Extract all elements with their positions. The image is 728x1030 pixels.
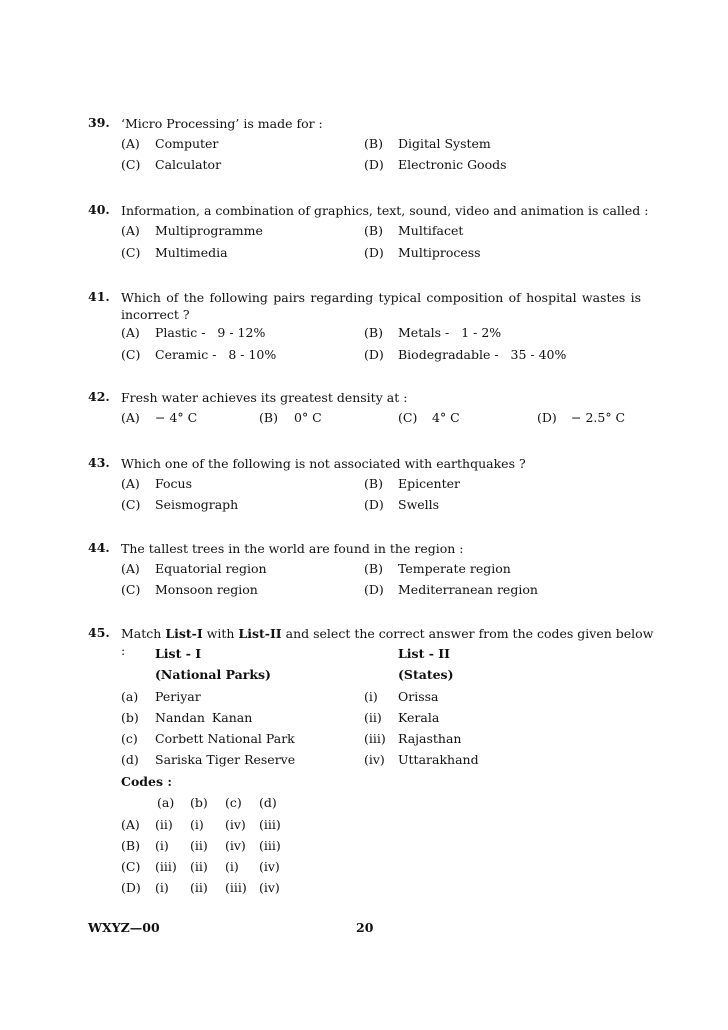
list1-item: Periyar: [155, 689, 201, 704]
option-b: Temperate region: [398, 561, 511, 576]
code-cell: (i): [190, 817, 204, 832]
code-cell: (iii): [225, 880, 247, 895]
list1-item-label: (d): [121, 752, 139, 767]
list1-item: Sariska Tiger Reserve: [155, 752, 296, 767]
option-c: Seismograph: [155, 497, 239, 512]
option-c: Ceramic - 8 - 10%: [155, 347, 277, 362]
question-text-post: and select the correct answer from the codes given below :: [121, 626, 654, 658]
option-c-label: (C): [121, 497, 141, 512]
list1-subheading: (National Parks): [155, 667, 271, 682]
option-c: 4° C: [432, 410, 460, 425]
option-a-label: (A): [121, 325, 140, 340]
list1-item: Corbett National Park: [155, 731, 295, 746]
list1-heading: List - I: [155, 646, 202, 661]
option-b-label: (B): [364, 325, 383, 340]
code-cell: (iii): [259, 817, 281, 832]
option-d-label: (D): [364, 157, 384, 172]
option-d-label: (D): [364, 497, 384, 512]
option-c-label: (C): [121, 347, 141, 362]
option-d: Electronic Goods: [398, 157, 507, 172]
list1-item-label: (c): [121, 731, 138, 746]
list2-item-label: (iv): [364, 752, 385, 767]
question-text: Information, a combination of graphics, text, sound, video and animation is called :: [121, 203, 649, 218]
list1-item-label: (a): [121, 689, 139, 704]
option-c: Multimedia: [155, 245, 228, 260]
option-d-label: (D): [364, 347, 384, 362]
question-text: Fresh water achieves its greatest density at :: [121, 390, 408, 405]
list2-ref: List-II: [238, 626, 282, 641]
option-a: Computer: [155, 136, 219, 151]
option-d: Mediterranean region: [398, 582, 538, 597]
code-row-label: (A): [121, 817, 140, 832]
option-b-label: (B): [364, 223, 383, 238]
option-b-label: (B): [364, 136, 383, 151]
codes-header-b: (b): [190, 795, 208, 810]
list2-item: Orissa: [398, 689, 439, 704]
code-row-label: (C): [121, 859, 141, 874]
codes-header-d: (d): [259, 795, 277, 810]
option-a-label: (A): [121, 136, 140, 151]
code-cell: (ii): [155, 817, 173, 832]
question-number: 44.: [88, 540, 110, 555]
list2-item-label: (i): [364, 689, 378, 704]
question-text-pre: Match: [121, 626, 166, 641]
code-cell: (iv): [225, 817, 246, 832]
code-cell: (ii): [190, 838, 208, 853]
code-row-label: (B): [121, 838, 140, 853]
option-b: Metals - 1 - 2%: [398, 325, 502, 340]
code-cell: (i): [155, 838, 169, 853]
option-a-label: (A): [121, 223, 140, 238]
list2-item-label: (ii): [364, 710, 382, 725]
question-number: 45.: [88, 625, 110, 640]
option-d-label: (D): [537, 410, 557, 425]
code-cell: (i): [155, 880, 169, 895]
option-a-label: (A): [121, 410, 140, 425]
code-cell: (ii): [190, 880, 208, 895]
question-number: 39.: [88, 115, 110, 130]
code-cell: (iii): [259, 838, 281, 853]
option-d: Multiprocess: [398, 245, 481, 260]
option-d: Biodegradable - 35 - 40%: [398, 347, 567, 362]
code-cell: (iv): [259, 880, 280, 895]
code-cell: (ii): [190, 859, 208, 874]
option-b-label: (B): [259, 410, 278, 425]
option-b: Epicenter: [398, 476, 460, 491]
code-cell: (iii): [155, 859, 177, 874]
option-d-label: (D): [364, 582, 384, 597]
question-text: The tallest trees in the world are found in the region :: [121, 541, 464, 556]
question-text: Which of the following pairs regarding typical composition of hospital wastes is incorrect ?: [121, 290, 641, 322]
option-c: Calculator: [155, 157, 222, 172]
list1-item-label: (b): [121, 710, 139, 725]
list2-item-label: (iii): [364, 731, 386, 746]
option-a-label: (A): [121, 476, 140, 491]
code-cell: (iv): [225, 838, 246, 853]
code-cell: (i): [225, 859, 239, 874]
option-c-label: (C): [121, 582, 141, 597]
list2-item: Rajasthan: [398, 731, 462, 746]
list1-ref: List-I: [165, 626, 203, 641]
codes-label: Codes :: [121, 774, 172, 789]
footer-code: WXYZ—00: [88, 920, 160, 935]
option-b-label: (B): [364, 476, 383, 491]
option-a: Plastic - 9 - 12%: [155, 325, 266, 340]
option-c: Monsoon region: [155, 582, 258, 597]
option-d: − 2.5° C: [571, 410, 626, 425]
option-c-label: (C): [121, 245, 141, 260]
question-text-mid: with: [202, 626, 239, 641]
option-a: Focus: [155, 476, 192, 491]
list1-item: Nandan Kanan: [155, 710, 253, 725]
codes-header-c: (c): [225, 795, 242, 810]
question-text: Which one of the following is not associated with earthquakes ?: [121, 456, 526, 471]
option-a: − 4° C: [155, 410, 198, 425]
option-a: Equatorial region: [155, 561, 267, 576]
question-number: 42.: [88, 389, 110, 404]
question-number: 41.: [88, 289, 110, 304]
list2-heading: List - II: [398, 646, 450, 661]
option-b: Multifacet: [398, 223, 464, 238]
page-number: 20: [356, 920, 374, 935]
option-d: Swells: [398, 497, 440, 512]
list2-item: Uttarakhand: [398, 752, 479, 767]
list2-item: Kerala: [398, 710, 440, 725]
option-b: 0° C: [294, 410, 322, 425]
list2-subheading: (States): [398, 667, 454, 682]
option-c-label: (C): [398, 410, 418, 425]
option-d-label: (D): [364, 245, 384, 260]
option-a-label: (A): [121, 561, 140, 576]
option-c-label: (C): [121, 157, 141, 172]
option-b-label: (B): [364, 561, 383, 576]
option-b: Digital System: [398, 136, 491, 151]
option-a: Multiprogramme: [155, 223, 263, 238]
codes-header-a: (a): [157, 795, 175, 810]
question-number: 43.: [88, 455, 110, 470]
question-text: [121, 625, 661, 659]
question-text: ‘Micro Processing’ is made for :: [121, 116, 323, 131]
code-row-label: (D): [121, 880, 141, 895]
question-number: 40.: [88, 202, 110, 217]
code-cell: (iv): [259, 859, 280, 874]
